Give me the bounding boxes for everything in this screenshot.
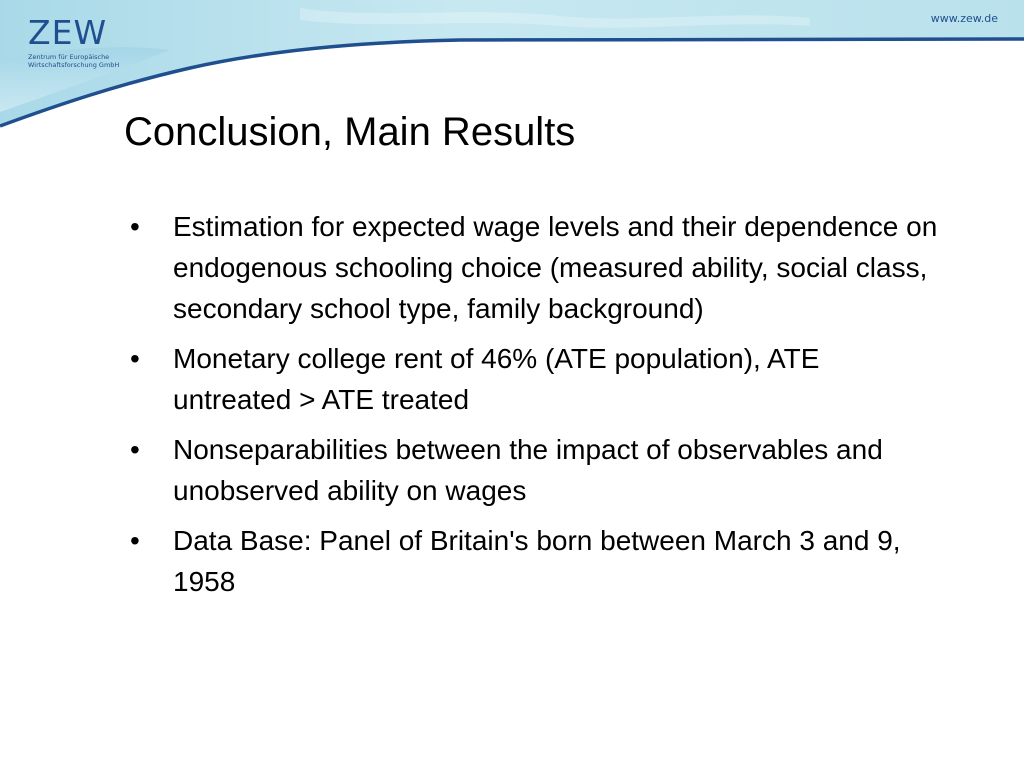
bullet-text: Nonseparabilities between the impact of observables and unobserved ability on wages xyxy=(173,434,883,506)
bullet-item xyxy=(130,429,940,511)
bullet-list xyxy=(130,206,940,611)
logo-subtitle-line-1: Zentrum für Europäische xyxy=(28,53,110,61)
logo-subtitle-line-2: Wirtschaftsforschung GmbH xyxy=(28,61,120,69)
bullet-text: Data Base: Panel of Britain's born between March 3 and 9, 1958 xyxy=(173,525,901,597)
bullet-icon: • xyxy=(130,211,140,242)
bullet-text: Monetary college rent of 46% (ATE population), ATE untreated > ATE treated xyxy=(173,343,820,415)
bullet-icon: • xyxy=(130,434,140,465)
bullet-item xyxy=(130,520,940,602)
zew-logo xyxy=(28,13,148,69)
bullet-icon: • xyxy=(130,525,140,556)
bullet-icon: • xyxy=(130,343,140,374)
logo-wordmark: ZEW xyxy=(28,13,108,52)
bullet-item xyxy=(130,338,940,420)
website-url: www.zew.de xyxy=(930,12,998,25)
bullet-text: Estimation for expected wage levels and their dependence on endogenous schooling choice (measured ability, social class, secondary school type, family background) xyxy=(173,211,938,324)
slide-title: Conclusion, Main Results xyxy=(124,110,576,154)
bullet-item xyxy=(130,206,940,329)
